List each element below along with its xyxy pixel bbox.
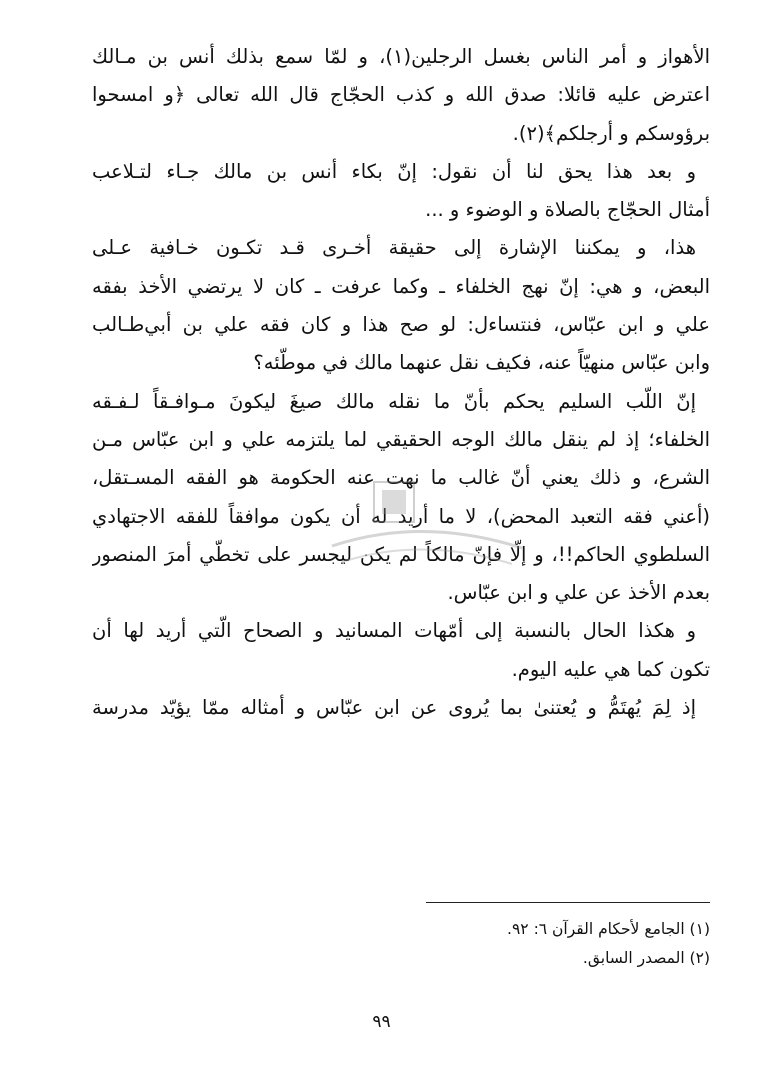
body-line-15: بعدم الأخذ عن علي و ابن عبّاس.: [447, 581, 710, 605]
body-line-5: أمثال الحجّاج بالصلاة و الوضوء و ...: [425, 198, 710, 222]
body-line-1: الأهواز و أمر الناس بغسل الرجلين(١)، و لمّا سمع بذلك أنس بن مـالك: [92, 45, 710, 68]
footnote-1: (١) الجامع لأحكام القرآن ٦: ٩٢.: [507, 920, 710, 938]
body-line-14: السلطوي الحاكم!!، و إلّا فإنّ مالكاً لم يكن ليجسر على تخطّي أمرَ المنصور: [92, 542, 710, 566]
body-line-2: اعترض عليه قائلا: صدق الله و كذب الحجّاج قال الله تعالى ﴿و امسحوا: [92, 83, 710, 107]
body-line-18: إذ لِمَ يُهتَمُّ و يُعتنىٰ بما يُروى عن ابن عبّاس و أمثاله ممّا يؤيّد مدرسة: [92, 696, 696, 720]
body-line-13: (أعني فقه التعبد المحض)، لا ما أريد له أن يكون موافقاً للفقه الاجتهادي: [92, 504, 710, 528]
body-line-12: الشرع، و ذلك يعني أنّ غالب ما نهت عنه الحكومة هو الفقه المسـتقل،: [92, 466, 710, 490]
body-line-7: البعض، و هي: إنّ نهج الخلفاء ـ وكما عرفت ـ كان لا يرتضي الأخذ بفقه: [92, 274, 710, 298]
body-line-6: هذا، و يمكننا الإشارة إلى حقيقة أخـرى قـد تكـون خـافية عـلى: [92, 236, 696, 260]
footnotes: [300, 915, 710, 973]
body-line-4: و بعد هذا يحق لنا أن نقول: إنّ بكاء أنس بن مالك جـاء لتـلاعب: [92, 159, 696, 183]
body-line-16: و هكذا الحال بالنسبة إلى أمّهات المسانيد و الصحاح الّتي أريد لها أن: [92, 619, 696, 643]
body-line-10: إنّ اللّب السليم يحكم بأنّ ما نقله مالك صيغَ ليكونَ مـوافـقاً لـفـقه: [92, 389, 696, 413]
body-line-3: برؤوسكم و أرجلكم﴾(٢).: [512, 121, 710, 145]
footnote-2: (٢) المصدر السابق.: [582, 949, 710, 967]
body-line-17: تكون كما هي عليه اليوم.: [511, 657, 710, 681]
body-line-11: الخلفاء؛ إذ لم ينقل مالك الوجه الحقيقي لما يلتزمه علي و ابن عبّاس مـن: [92, 427, 710, 451]
body-line-8: علي و ابن عبّاس، فنتساءل: لو صح هذا و كان فقه علي بن أبي‌طـالب: [92, 313, 710, 337]
body-line-9: وابن عبّاس منهيّاً عنه، فكيف نقل عنهما مالك في موطّئه؟: [253, 351, 710, 375]
watermark-seal-icon: [322, 476, 532, 586]
page-body: [92, 38, 710, 727]
footnote-divider: [426, 902, 710, 903]
page-number: ٩٩: [372, 1012, 391, 1032]
